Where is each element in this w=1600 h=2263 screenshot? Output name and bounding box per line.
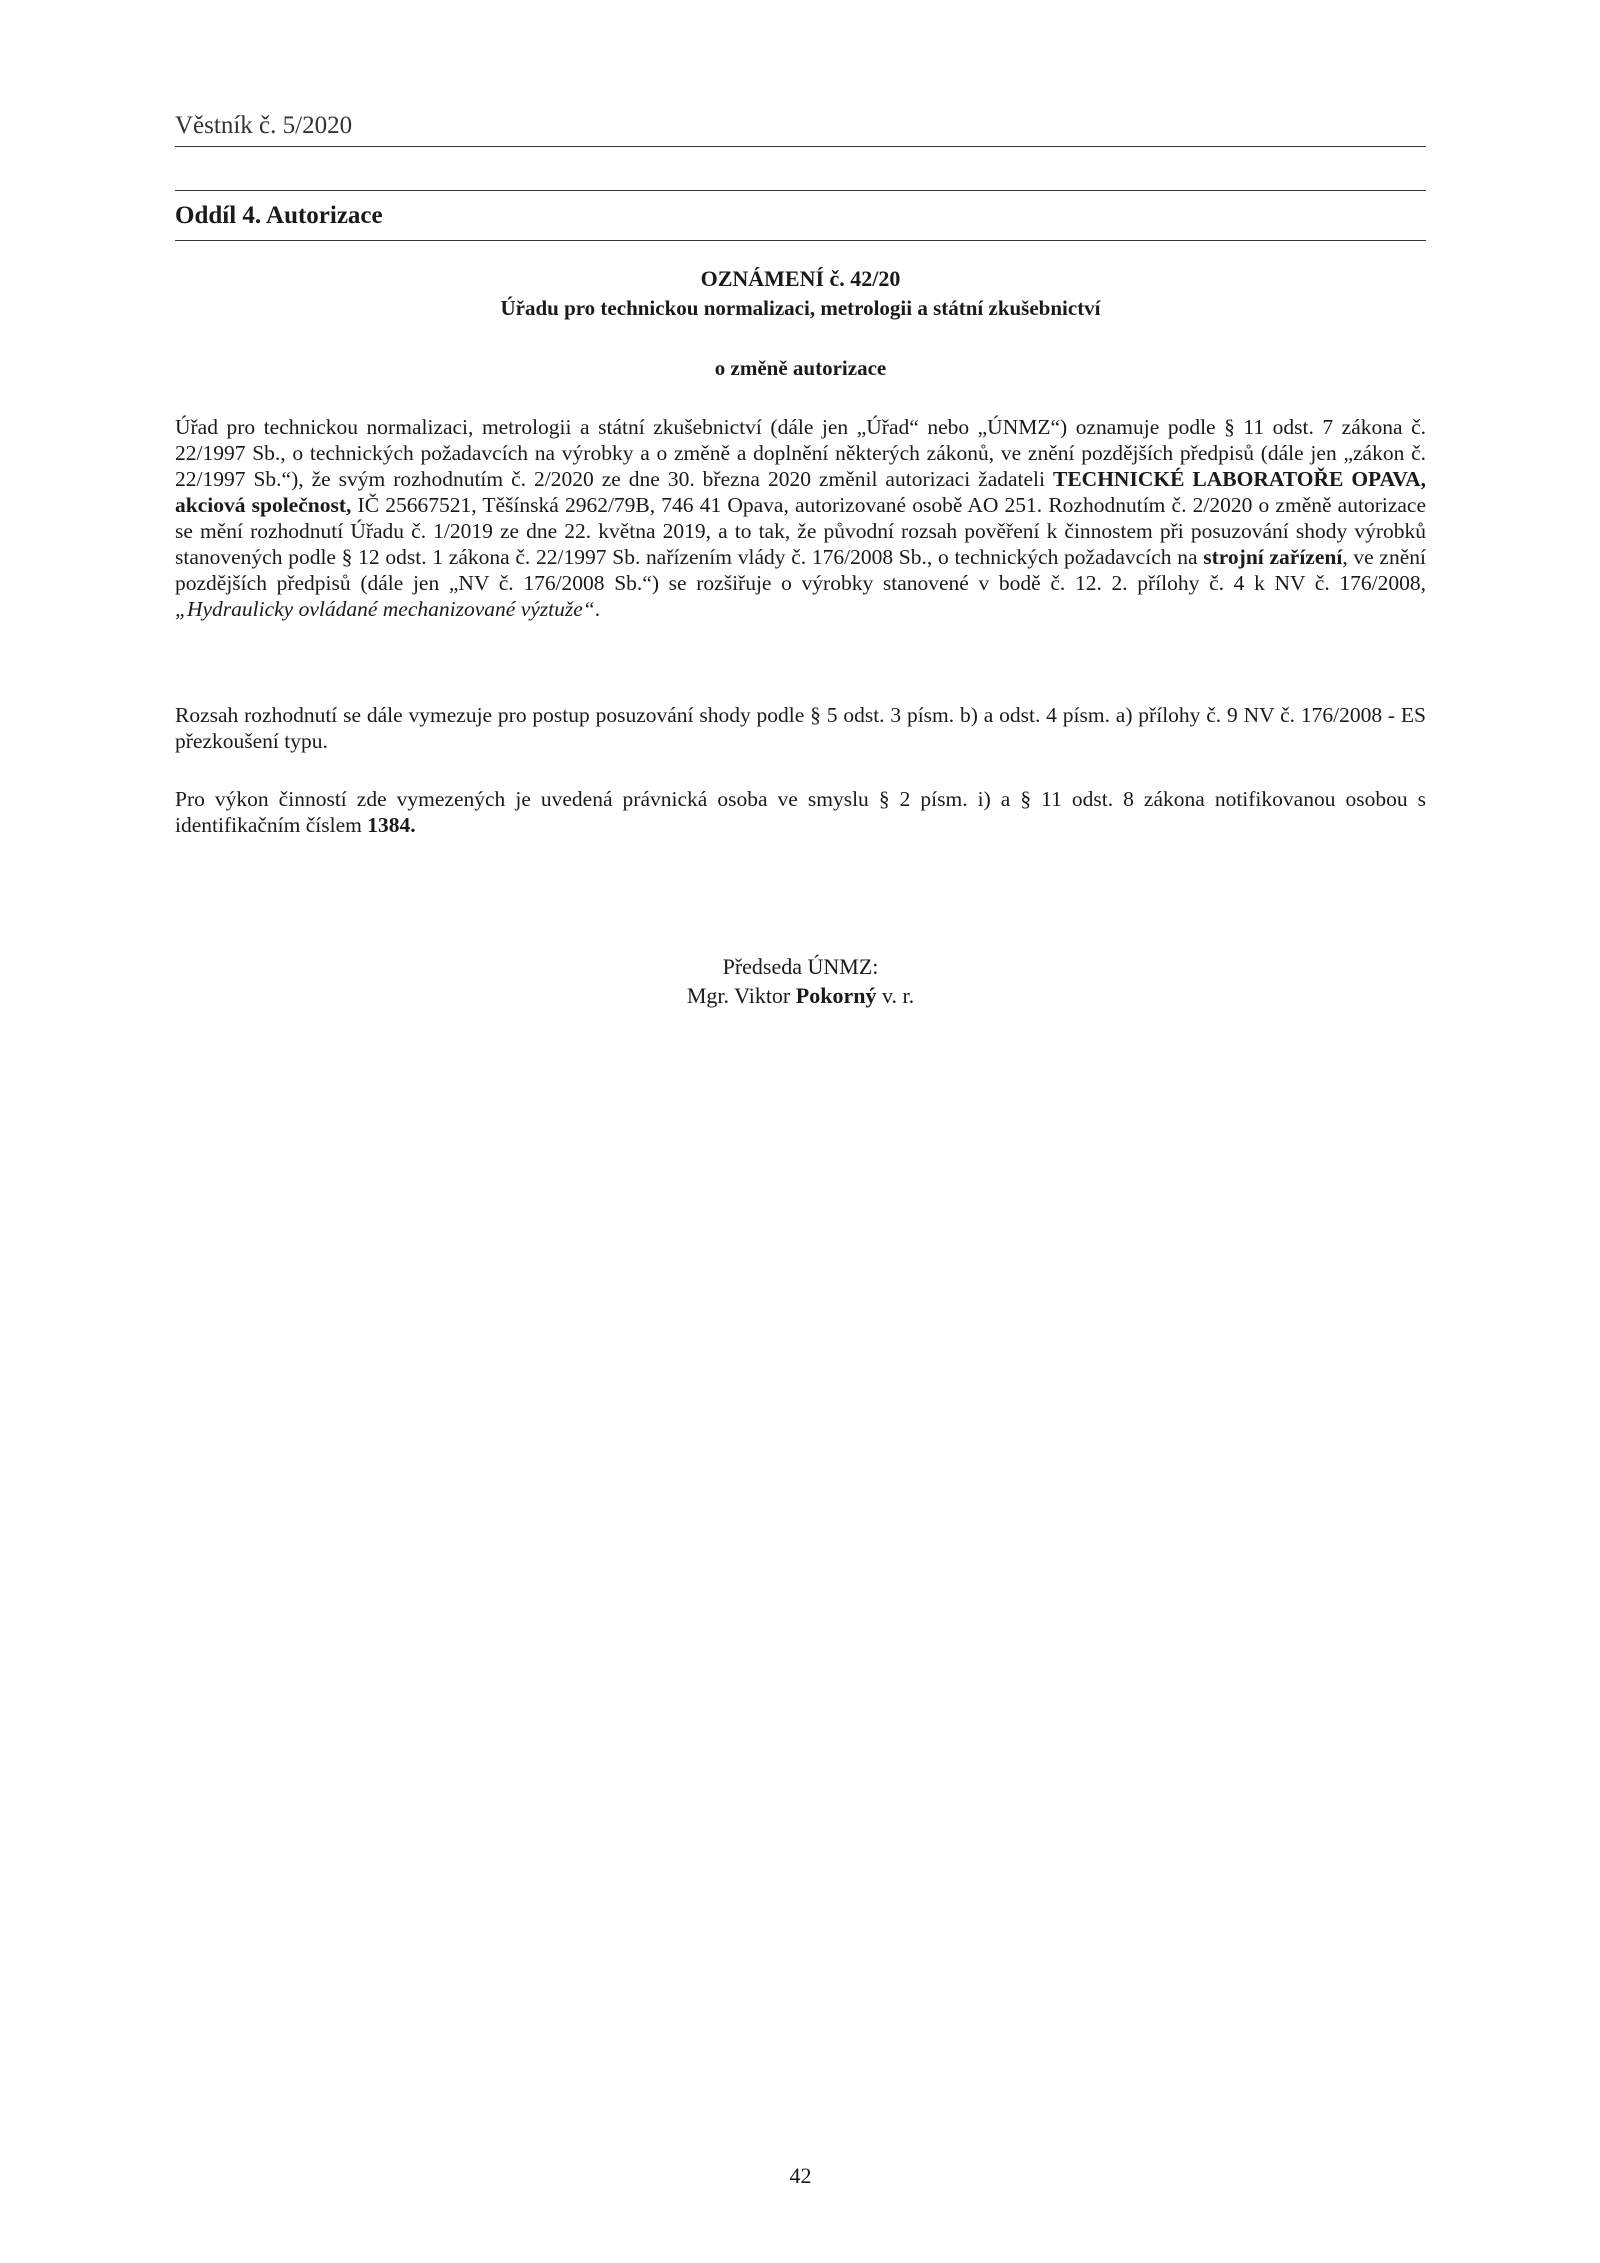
signatory-role: Předseda ÚNMZ: bbox=[722, 954, 879, 979]
paragraph-text: Úřad pro technickou normalizaci, metrologii a státní zkušebnictví (dále jen „Úřad“ nebo „ÚNMZ“) oznamuje podle § 11 odst. 7 zákona č. 22/1997 Sb., o technických požadavcích na výrobky a o změně a doplnění některých zákonů, ve znění pozdějších předpisů (dále jen „zákon č. 22/1997 Sb.“), že svým rozhodnutím č. 2/2020 ze dne 30. března 2020 změnil autorizaci žadateli bbox=[175, 415, 1426, 491]
paragraph-text: , ve znění pozdějších předpisů (dále jen „NV č. 176/2008 Sb.“) se rozšiřuje o výrobky stanovené v bodě č. 12. 2. přílohy č. 4 k NV č. 176/2008, bbox=[175, 545, 1426, 595]
notice-subject: o změně autorizace bbox=[714, 356, 887, 380]
name-prefix: Mgr. Viktor bbox=[686, 983, 796, 1008]
identification-number: 1384. bbox=[367, 813, 416, 837]
paragraph-scope bbox=[175, 702, 1426, 754]
product-name: „Hydraulicky ovládané mechanizované výztuže“ bbox=[175, 597, 595, 621]
section-top-rule bbox=[175, 190, 1426, 191]
header-divider bbox=[175, 146, 1426, 147]
notice-authority: Úřadu pro technickou normalizaci, metrologii a státní zkušebnictví bbox=[500, 296, 1101, 320]
paragraph-text: Pro výkon činností zde vymezených je uvedená právnická osoba ve smyslu § 2 písm. i) a § 11 odst. 8 zákona notifikovanou osobou s identifikačním číslem bbox=[175, 787, 1426, 837]
signatory-name bbox=[175, 981, 1426, 1010]
company-name: TECHNICKÉ LABORATOŘE OPAVA, akciová společnost, bbox=[175, 467, 1426, 517]
paragraph-decision bbox=[175, 414, 1426, 622]
paragraph-text: IČ 25667521, Těšínská 2962/79B, 746 41 Opava, autorizované osobě AO 251. Rozhodnutím č. 2/2020 o změně autorizace se mění rozhodnutí Úřadu č. 1/2019 ze dne 22. května 2019, a to tak, že původní rozsah pověření k činnostem při posuzování shody výrobků stanovených podle § 12 odst. 1 zákona č. 22/1997 Sb. nařízením vlády č. 176/2008 Sb., o technických požadavcích na bbox=[175, 493, 1427, 569]
section-bottom-rule bbox=[175, 240, 1426, 241]
paragraph-notified-body bbox=[175, 786, 1426, 838]
section-title: Oddíl 4. Autorizace bbox=[175, 202, 383, 229]
signature-block bbox=[175, 952, 1426, 1010]
journal-header: Věstník č. 5/2020 bbox=[175, 112, 353, 139]
name-suffix: v. r. bbox=[876, 983, 915, 1008]
signatory-surname: Pokorný bbox=[795, 983, 877, 1008]
product-category: strojní zařízení bbox=[1203, 545, 1343, 569]
paragraph-text: Rozsah rozhodnutí se dále vymezuje pro postup posuzování shody podle § 5 odst. 3 písm. b) a odst. 4 písm. a) přílohy č. 9 NV č. 176/2008 - ES přezkoušení typu. bbox=[175, 703, 1426, 753]
paragraph-text: . bbox=[594, 597, 601, 621]
notice-heading: OZNÁMENÍ č. 42/20 bbox=[700, 266, 901, 291]
page-number: 42 bbox=[789, 2163, 812, 2188]
